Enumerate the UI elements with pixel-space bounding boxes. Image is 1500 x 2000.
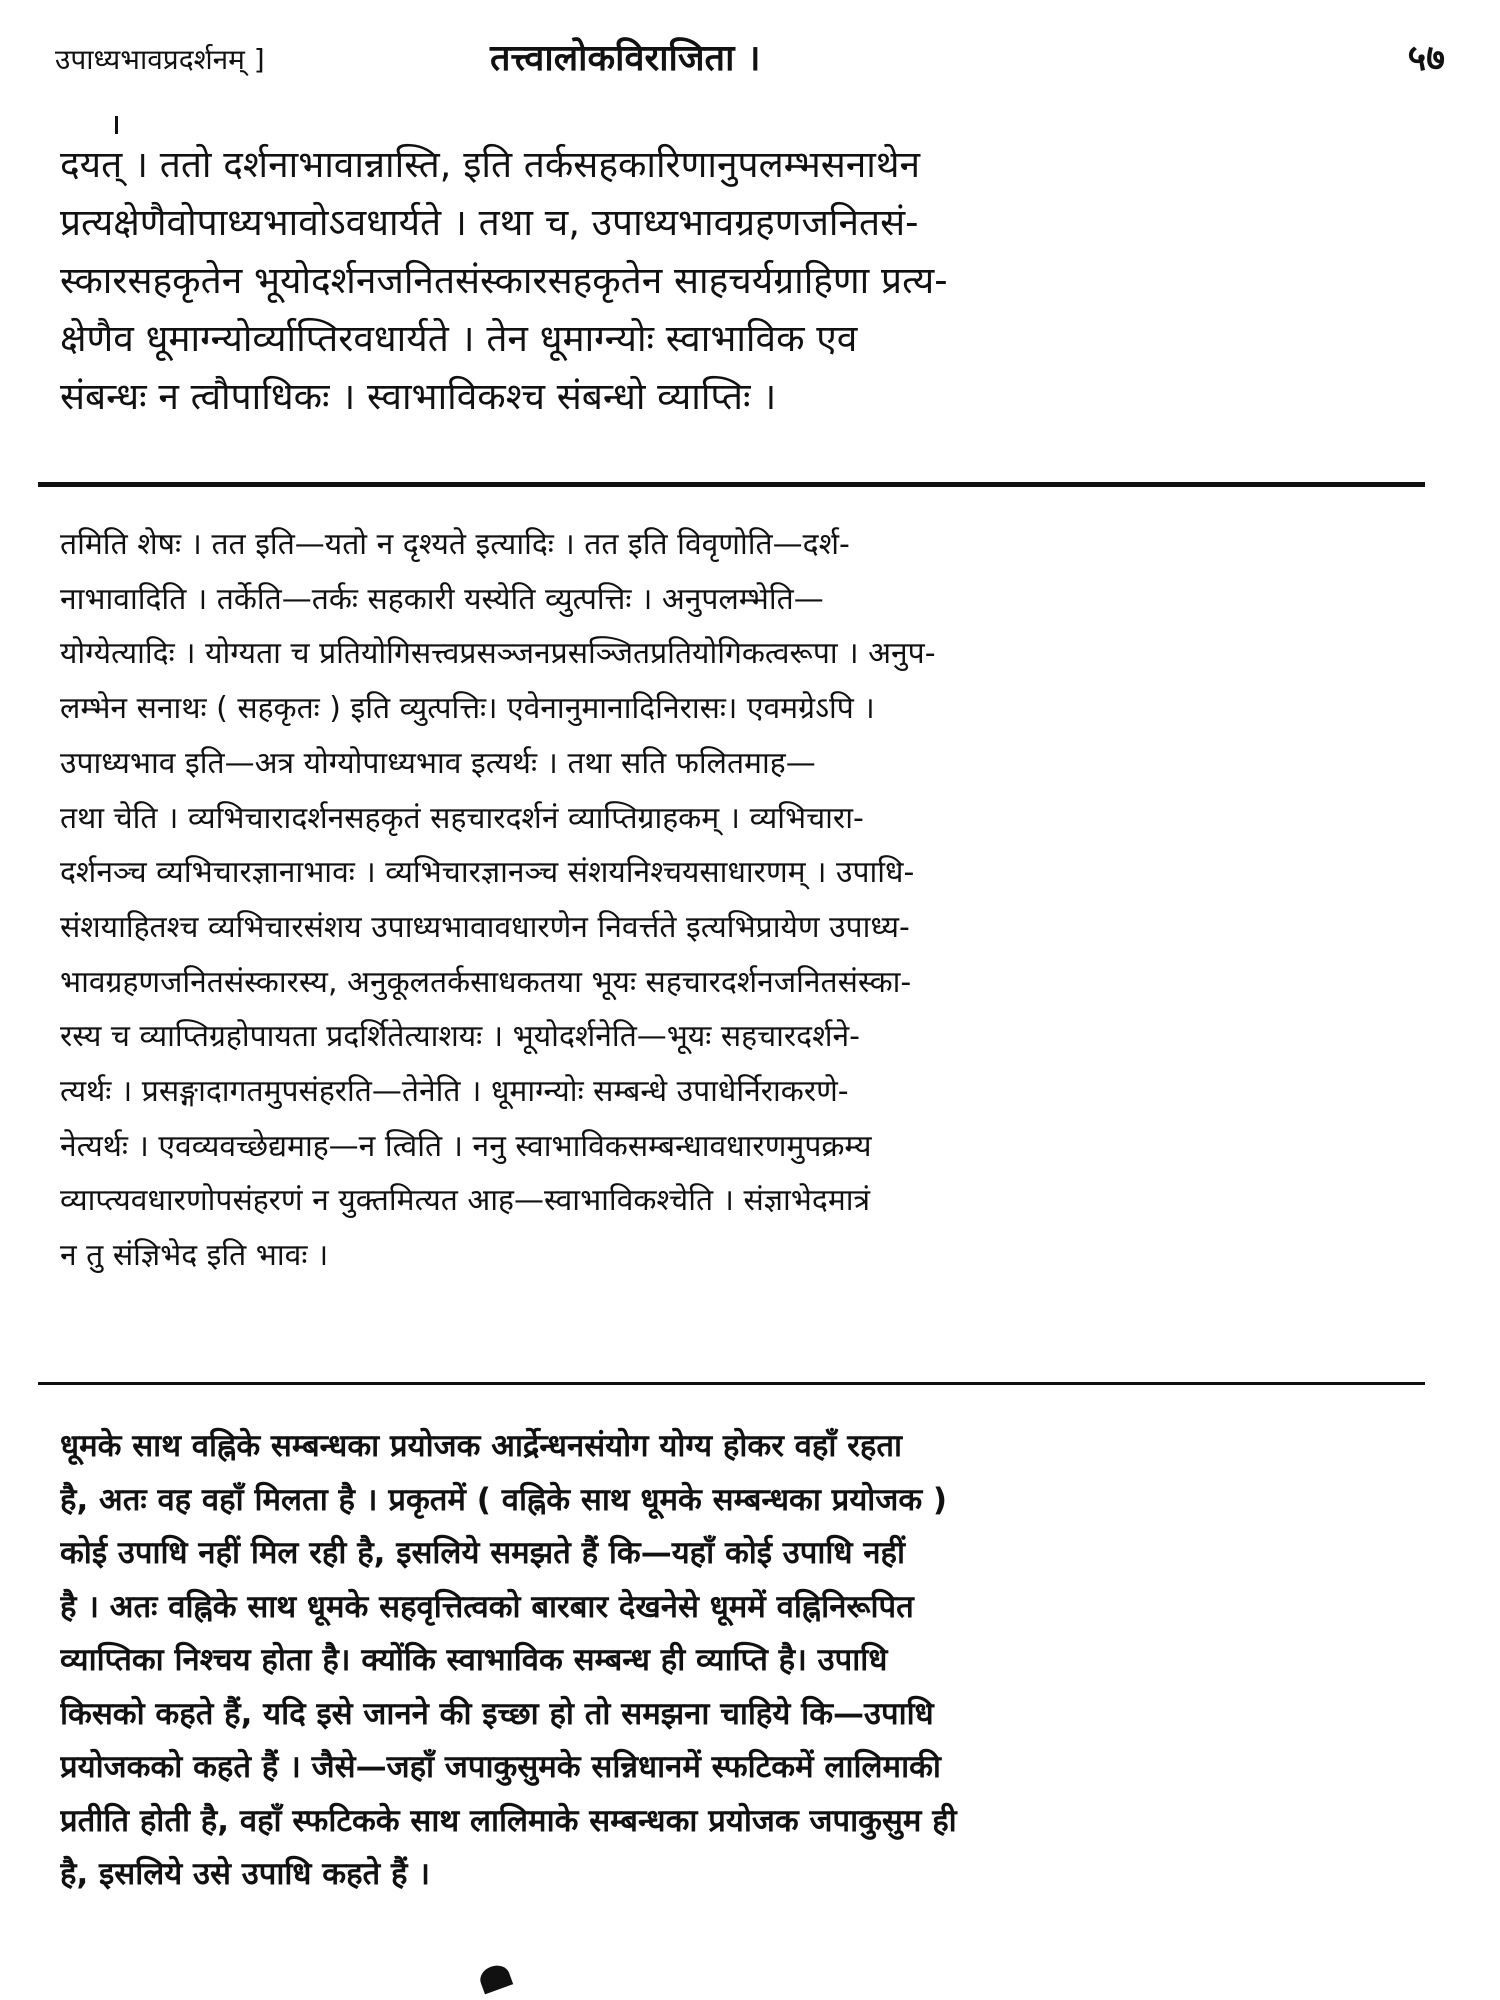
translation-line: प्रतीति होती है, वहाँ स्फटिकके साथ लालिमाके सम्बन्धका प्रयोजक जपाकुसुम ही (60, 1802, 957, 1839)
commentary-line: लम्भेन सनाथः ( सहकृतः ) इति व्युत्पत्तिः। एवेनानुमानादिनिरासः। एवमग्रेऽपि । (60, 691, 875, 727)
commentary-line: नाभावादिति । तर्केति—तर्कः सहकारी यस्येति व्युत्पत्तिः । अनुपलम्भेति— (60, 581, 824, 617)
translation-line: धूमके साथ वह्निके सम्बन्धका प्रयोजक आर्द्रेन्धनसंयोग योग्य होकर वहाँ रहता (60, 1428, 903, 1464)
hindi-translation (60, 1420, 1420, 1902)
section-title: उपाध्यभावप्रदर्शनम् ] (55, 43, 265, 76)
mula-line: संबन्धः न त्वौपाधिकः । स्वाभाविकश्च संबन्धो व्याप्तिः । (60, 375, 777, 418)
divider-rule (38, 482, 1425, 487)
commentary-text (60, 518, 1420, 1284)
commentary-line: त्यर्थः । प्रसङ्गादागतमुपसंहरति—तेनेति । धूमाग्न्योः सम्बन्धे उपाधेर्निराकरणे- (60, 1074, 849, 1110)
commentary-line: योग्येत्यादिः । योग्यता च प्रतियोगिसत्त्वप्रसञ्जनप्रसञ्जितप्रतियोगिकत्वरूपा । अनुप- (60, 636, 936, 672)
running-header (55, 32, 1445, 82)
margin-mark (115, 116, 118, 134)
translation-line: है । अतः वह्निके साथ धूमके सहवृत्तित्वको बारबार देखनेसे धूममें वह्निनिरूपित (60, 1588, 914, 1625)
mula-line: क्षेणैव धूमाग्न्योर्व्याप्तिरवधार्यते । तेन धूमाग्न्योः स्वाभाविक एव (60, 317, 858, 360)
commentary-line: रस्य च व्याप्तिग्रहोपायता प्रदर्शितेत्याशयः । भूयोदर्शनेति—भूयः सहचारदर्शने- (60, 1019, 860, 1055)
translation-line: व्याप्तिका निश्चय होता है। क्योंकि स्वाभाविक सम्बन्ध ही व्याप्ति है। उपाधि (60, 1642, 888, 1678)
translation-line: किसको कहते हैं, यदि इसे जानने की इच्छा हो तो समझना चाहिये कि—उपाधि (60, 1695, 934, 1732)
book-title: तत्त्वालोकविराजिता । (490, 38, 761, 79)
commentary-line: व्याप्त्यवधारणोपसंहरणं न युक्तमित्यत आह—स्वाभाविकश्चेति । संज्ञाभेदमात्रं (60, 1183, 871, 1219)
mula-line: दयत् । ततो दर्शनाभावान्नास्ति, इति तर्कसहकारिणानुपलम्भसनाथेन (60, 143, 921, 186)
mula-line: स्कारसहकृतेन भूयोदर्शनजनितसंस्कारसहकृतेन साहचर्यग्राहिणा प्रत्य- (60, 259, 948, 302)
translation-line: कोई उपाधि नहीं मिल रही है, इसलिये समझते हैं कि—यहाँ कोई उपाधि नहीं (60, 1535, 906, 1571)
divider-rule (38, 1382, 1425, 1385)
commentary-line: नेत्यर्थः । एवव्यवच्छेद्यमाह—न त्विति । ननु स्वाभाविकसम्बन्धावधारणमुपक्रम्य (60, 1128, 872, 1164)
commentary-line: तथा चेति । व्यभिचारादर्शनसहकृतं सहचारदर्शनं व्याप्तिग्राहकम् । व्यभिचारा- (60, 800, 864, 836)
translation-line: है, इसलिये उसे उपाधि कहते हैं । (60, 1856, 431, 1892)
commentary-line: उपाध्यभाव इति—अत्र योग्योपाध्यभाव इत्यर्थः । तथा सति फलितमाह— (60, 745, 816, 781)
commentary-line: तमिति शेषः । तत इति—यतो न दृश्यते इत्यादिः । तत इति विवृणोति—दर्श- (60, 527, 850, 562)
mula-line: प्रत्यक्षेणैवोपाध्यभावोऽवधार्यते । तथा च, उपाध्यभावग्रहणजनितसं- (60, 201, 919, 244)
commentary-line: दर्शनञ्च व्यभिचारज्ञानाभावः । व्यभिचारज्ञानञ्च संशयनिश्चयसाधारणम् । उपाधि- (60, 855, 915, 891)
translation-line: प्रयोजकको कहते हैं । जैसे—जहाँ जपाकुसुमके सन्निधानमें स्फटिकमें लालिमाकी (60, 1749, 941, 1785)
commentary-line: भावग्रहणजनितसंस्कारस्य, अनुकूलतर्कसाधकतया भूयः सहचारदर्शनजनितसंस्का- (60, 964, 912, 1000)
mula-text (60, 136, 1420, 426)
ink-mark (477, 1962, 513, 1995)
commentary-line: न तु संज्ञिभेद इति भावः । (60, 1238, 329, 1274)
commentary-line: संशयाहितश्च व्यभिचारसंशय उपाध्यभावावधारणेन निवर्त्तते इत्यभिप्रायेण उपाध्य- (60, 909, 910, 945)
page-number: ५७ (1407, 38, 1445, 79)
translation-line: है, अतः वह वहाँ मिलता है । प्रकृतमें ( वह्निके साथ धूमके सम्बन्धका प्रयोजक ) (60, 1481, 948, 1518)
